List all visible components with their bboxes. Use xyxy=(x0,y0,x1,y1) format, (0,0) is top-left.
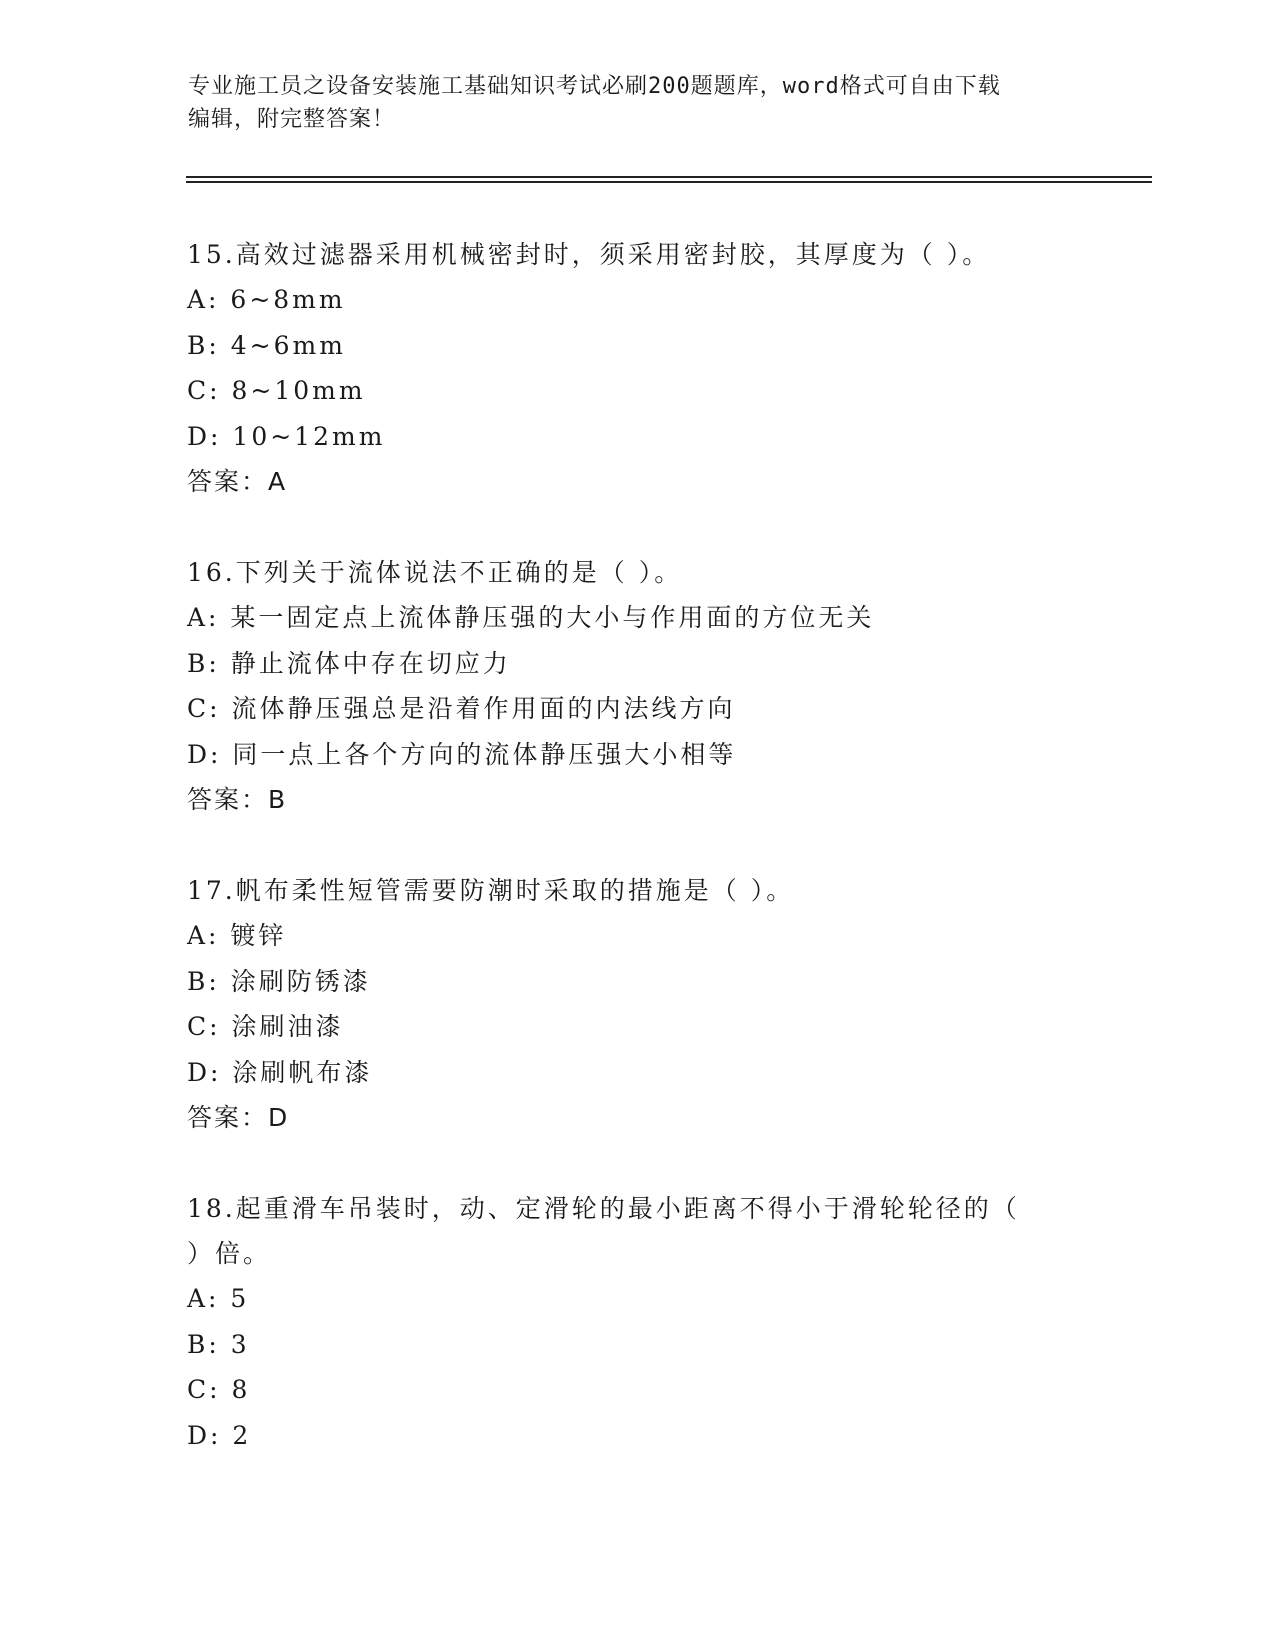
header-divider-top xyxy=(186,176,1152,178)
header-divider-bottom xyxy=(186,181,1152,183)
question-16 xyxy=(187,550,1087,822)
option-a: A: 某一固定点上流体静压强的大小与作用面的方位无关 xyxy=(187,603,875,632)
option-a: A: 6~8mm xyxy=(187,285,346,314)
question-title: 18.起重滑车吊装时，动、定滑轮的最小距离不得小于滑轮轮径的（ ）倍。 xyxy=(187,1194,1020,1268)
option-d: D: 10~12mm xyxy=(187,421,386,451)
question-15 xyxy=(187,232,1087,504)
question-18 xyxy=(187,1186,1087,1458)
option-d: D: 涂刷帆布漆 xyxy=(187,1057,373,1087)
option-c: C: 8 xyxy=(187,1375,251,1404)
question-list xyxy=(187,232,1087,1504)
option-b: B: 3 xyxy=(187,1329,250,1359)
option-d: D: 2 xyxy=(187,1420,252,1450)
option-b: B: 4~6mm xyxy=(187,330,346,360)
answer-label: 答案：D xyxy=(187,1103,290,1132)
question-title: 15.高效过滤器采用机械密封时，须采用密封胶，其厚度为（ ）。 xyxy=(187,240,991,269)
header-line-1: 专业施工员之设备安装施工基础知识考试必刷200题题库，word格式可自由下载 xyxy=(188,74,1001,99)
question-title: 17.帆布柔性短管需要防潮时采取的措施是（ ）。 xyxy=(187,876,795,905)
option-b: B: 涂刷防锈漆 xyxy=(187,966,371,996)
option-a: A: 5 xyxy=(187,1284,250,1313)
option-b: B: 静止流体中存在切应力 xyxy=(187,648,511,678)
option-c: C: 涂刷油漆 xyxy=(187,1012,344,1041)
option-a: A: 镀锌 xyxy=(187,921,287,950)
answer-label: 答案：B xyxy=(187,785,288,814)
option-c: C: 流体静压强总是沿着作用面的内法线方向 xyxy=(187,694,736,723)
question-title: 16.下列关于流体说法不正确的是（ ）。 xyxy=(187,558,683,587)
option-c: C: 8~10mm xyxy=(187,376,366,405)
header-line-2: 编辑，附完整答案！ xyxy=(188,107,396,132)
answer-label: 答案：A xyxy=(187,467,288,496)
document-header xyxy=(188,70,1088,136)
option-d: D: 同一点上各个方向的流体静压强大小相等 xyxy=(187,739,737,769)
question-17 xyxy=(187,868,1087,1140)
